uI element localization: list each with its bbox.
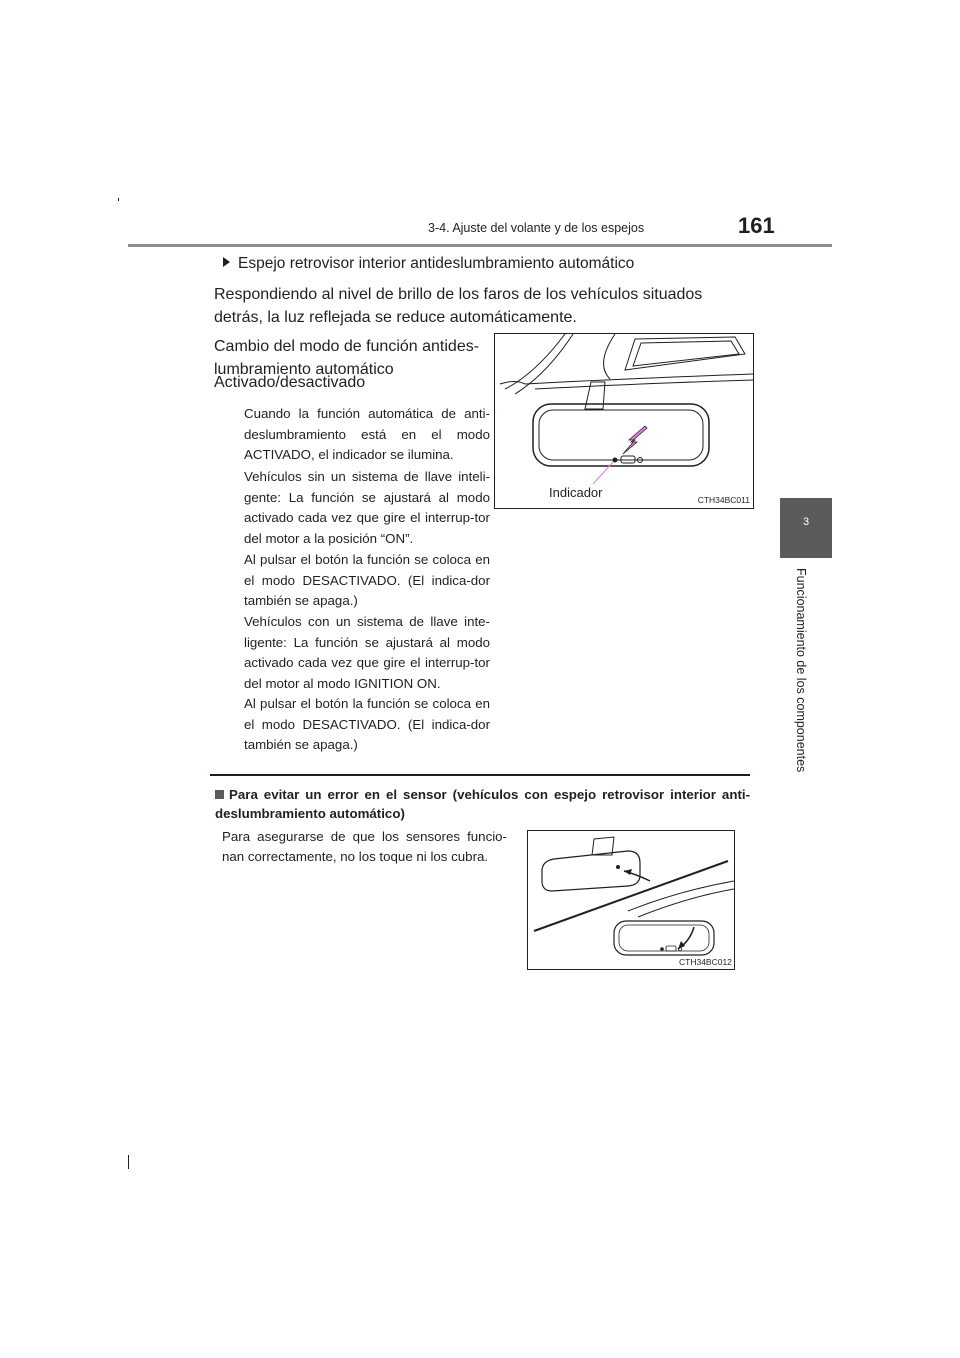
note-title-text: Para evitar un error en el sensor (vehículos con espejo retrovisor interior anti-deslumbramiento automático)	[215, 787, 750, 821]
mode-title: Cambio del modo de función antides-lumbramiento automático	[214, 338, 480, 378]
header-section-title: 3-4. Ajuste del volante y de los espejos	[428, 221, 645, 235]
side-tab-number: 3	[802, 516, 810, 528]
figure-mirror-indicator	[494, 333, 754, 509]
side-tab-label: Funcionamiento de los componentes	[794, 568, 808, 773]
header-rule	[128, 244, 832, 247]
bullet-arrow-icon	[223, 257, 230, 267]
sensor-illustration	[528, 831, 734, 969]
note-title	[215, 785, 750, 823]
note-body: Para asegurarse de que los sensores funcio-nan correctamente, no los toque ni los cubra.	[222, 829, 507, 864]
bullet-heading	[223, 255, 634, 273]
figure1-code: CTH34BC011	[697, 495, 750, 505]
figure-sensor-locations	[527, 830, 735, 970]
paragraph-3: Al pulsar el botón la función se coloca en el modo DESACTIVADO. (El indica-dor también se apaga.)	[244, 552, 490, 609]
paragraph-1: Cuando la función automática de anti-deslumbramiento está en el modo ACTIVADO, el indicador se ilumina.	[244, 406, 490, 463]
note-square-icon	[215, 790, 224, 799]
mirror-illustration	[495, 334, 753, 508]
paragraph-2: Vehículos sin un sistema de llave inteli-gente: La función se ajustará al modo activado cada vez que gire el interrup-tor del motor a la posición “ON”.	[244, 469, 490, 546]
page-number: 161	[738, 213, 775, 238]
crop-mark	[118, 198, 119, 201]
side-tab	[780, 498, 832, 558]
section-divider	[210, 774, 750, 776]
indicator-label: Indicador	[549, 485, 603, 500]
bullet-heading-text: Espejo retrovisor interior antideslumbramiento automático	[238, 255, 635, 272]
intro-paragraph: Respondiendo al nivel de brillo de los faros de los vehículos situados detrás, la luz reflejada se reduce automáticamente.	[214, 286, 703, 326]
paragraph-5: Al pulsar el botón la función se coloca en el modo DESACTIVADO. (El indica-dor también se apaga.)	[244, 696, 490, 753]
mode-subtitle: Activado/desactivado	[214, 374, 366, 391]
crop-mark	[128, 1155, 129, 1169]
figure2-code: CTH34BC012	[679, 957, 732, 967]
paragraph-4: Vehículos con un sistema de llave inte-ligente: La función se ajustará al modo activado cada vez que gire el interrup-tor del motor al modo IGNITION ON.	[244, 614, 490, 691]
